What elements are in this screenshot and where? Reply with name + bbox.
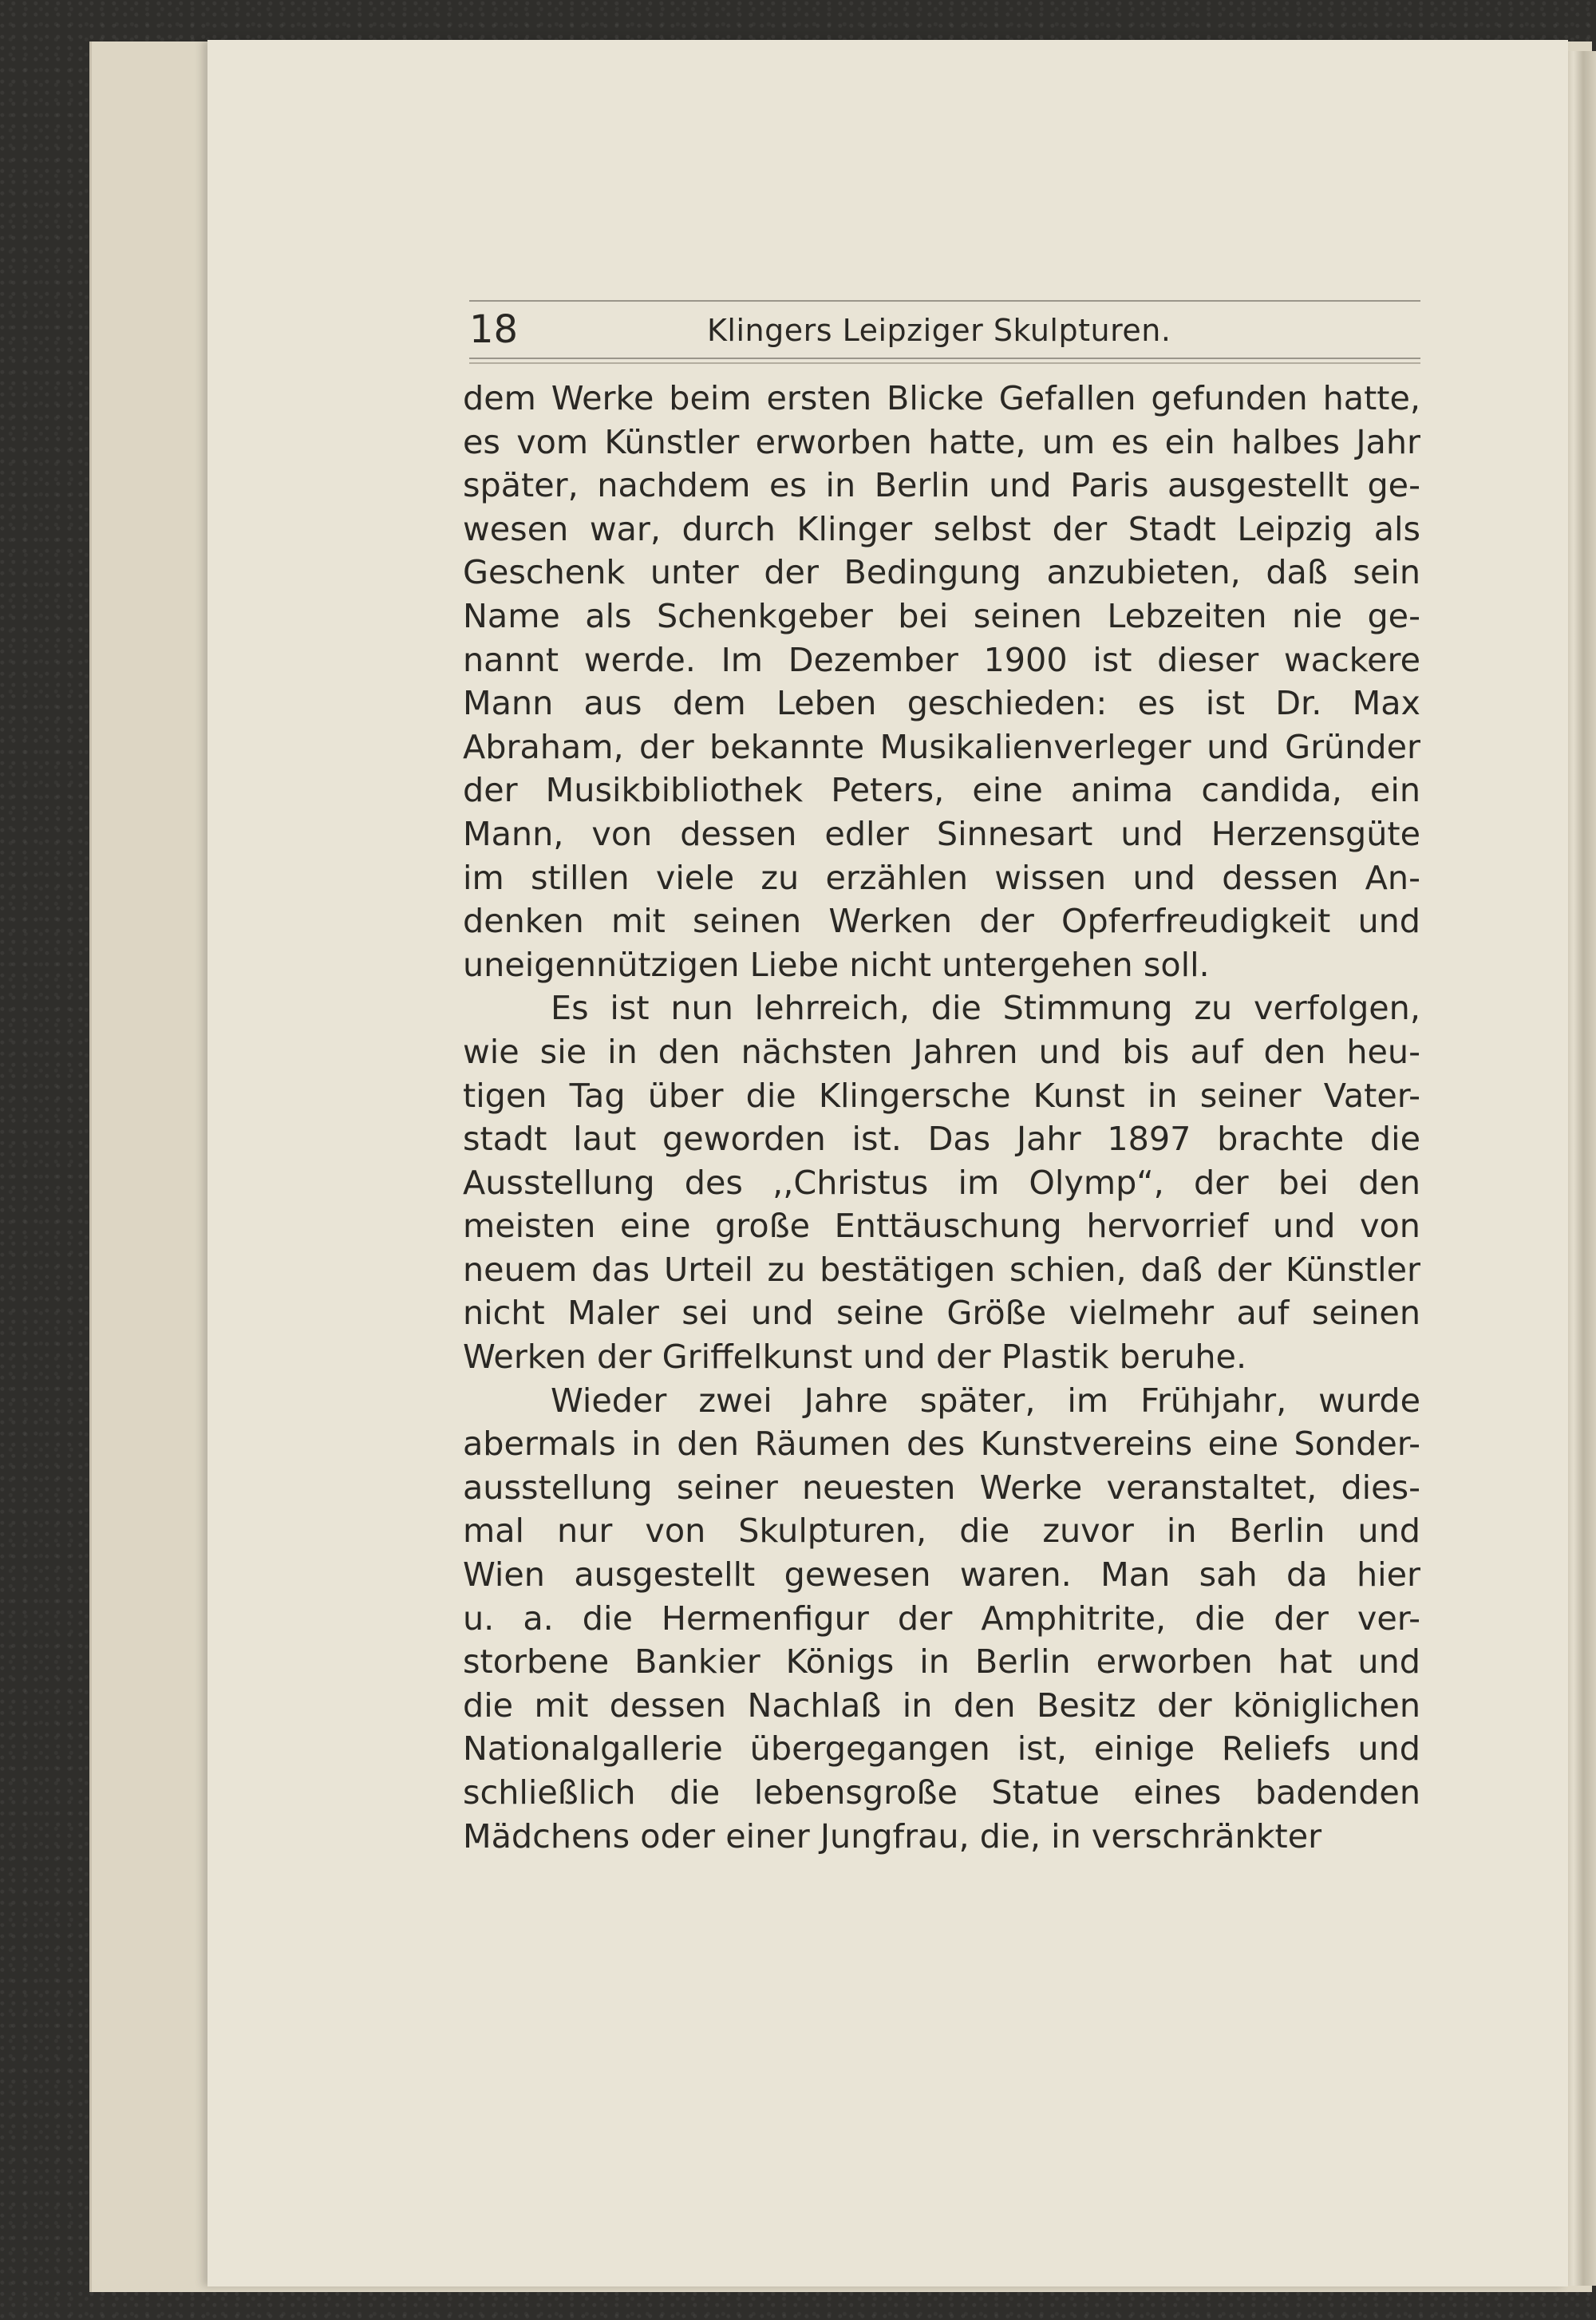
text-line: der Musikbibliothek Peters, eine anima candida, ein <box>463 771 1420 810</box>
text-line: Wieder zwei Jahre später, im Frühjahr, wurde <box>551 1381 1420 1420</box>
text-line: Es ist nun lehrreich, die Stimmung zu verfolgen, <box>551 989 1420 1028</box>
page-edges <box>1564 51 1596 2286</box>
text-line: Name als Schenkgeber bei seinen Lebzeiten nie ge- <box>463 596 1420 635</box>
text-line: Mann, von dessen edler Sinnesart und Herzensgüte <box>463 814 1420 853</box>
text-line: Ausstellung des ,,Christus im Olymp“, der bei den <box>463 1163 1420 1202</box>
text-line: Mann aus dem Leben geschieden: es ist Dr. Max <box>463 684 1420 723</box>
running-head <box>469 300 1420 359</box>
text-line: abermals in den Räumen des Kunstvereins eine Sonder- <box>463 1425 1420 1464</box>
text-line: nicht Maler sei und seine Größe vielmehr auf seinen <box>463 1294 1420 1333</box>
text-line: denken mit seinen Werken der Opferfreudigkeit und <box>463 902 1420 941</box>
text-line: Werken der Griffelkunst und der Plastik beruhe. <box>463 1338 1247 1377</box>
body-text <box>463 377 1420 1858</box>
text-line: Geschenk unter der Bedingung anzubieten, daß sein <box>463 553 1420 592</box>
text-line: es vom Künstler erworben hatte, um es ein halbes Jahr <box>463 422 1420 461</box>
text-line: mal nur von Skulpturen, die zuvor in Berlin und <box>463 1512 1420 1551</box>
text-line: Nationalgallerie übergegangen ist, einige Reliefs und <box>463 1729 1420 1769</box>
text-line: dem Werke beim ersten Blicke Gefallen gefunden hatte, <box>463 379 1420 417</box>
text-line: schließlich die lebensgroße Statue eines badenden <box>463 1773 1420 1812</box>
text-line: wesen war, durch Klinger selbst der Stadt Leipzig als <box>463 509 1420 548</box>
text-line: Abraham, der bekannte Musikalienverleger und Gründer <box>463 727 1420 766</box>
text-line: neuem das Urteil zu bestätigen schien, daß der Künstler <box>463 1250 1420 1289</box>
text-line: die mit dessen Nachlaß in den Besitz der königlichen <box>463 1686 1420 1725</box>
text-line: ausstellung seiner neuesten Werke veranstaltet, dies- <box>463 1468 1420 1507</box>
text-line: später, nachdem es in Berlin und Paris ausgestellt ge- <box>463 466 1420 505</box>
text-line: u. a. die Hermenfigur der Amphitrite, die der ver- <box>463 1599 1420 1638</box>
text-line: Wien ausgestellt gewesen waren. Man sah da hier <box>463 1555 1420 1595</box>
text-line: stadt laut geworden ist. Das Jahr 1897 brachte die <box>463 1120 1420 1159</box>
text-line: meisten eine große Enttäuschung hervorrief und von <box>463 1207 1420 1246</box>
text-line: nannt werde. Im Dezember 1900 ist dieser wackere <box>463 640 1420 679</box>
text-line: tigen Tag über die Klingersche Kunst in seiner Vater- <box>463 1076 1420 1115</box>
text-line: Mädchens oder einer Jungfrau, die, in verschränkter <box>463 1816 1322 1856</box>
page-number: 18 <box>469 307 519 352</box>
text-line: wie sie in den nächsten Jahren und bis auf den heu- <box>463 1032 1420 1071</box>
text-line: storbene Bankier Königs in Berlin erworben hat und <box>463 1642 1420 1682</box>
text-line: im stillen viele zu erzählen wissen und dessen An- <box>463 858 1420 897</box>
running-title: Klingers Leipziger Skulpturen. <box>707 313 1171 348</box>
text-line: uneigennützigen Liebe nicht untergehen soll. <box>463 945 1210 984</box>
